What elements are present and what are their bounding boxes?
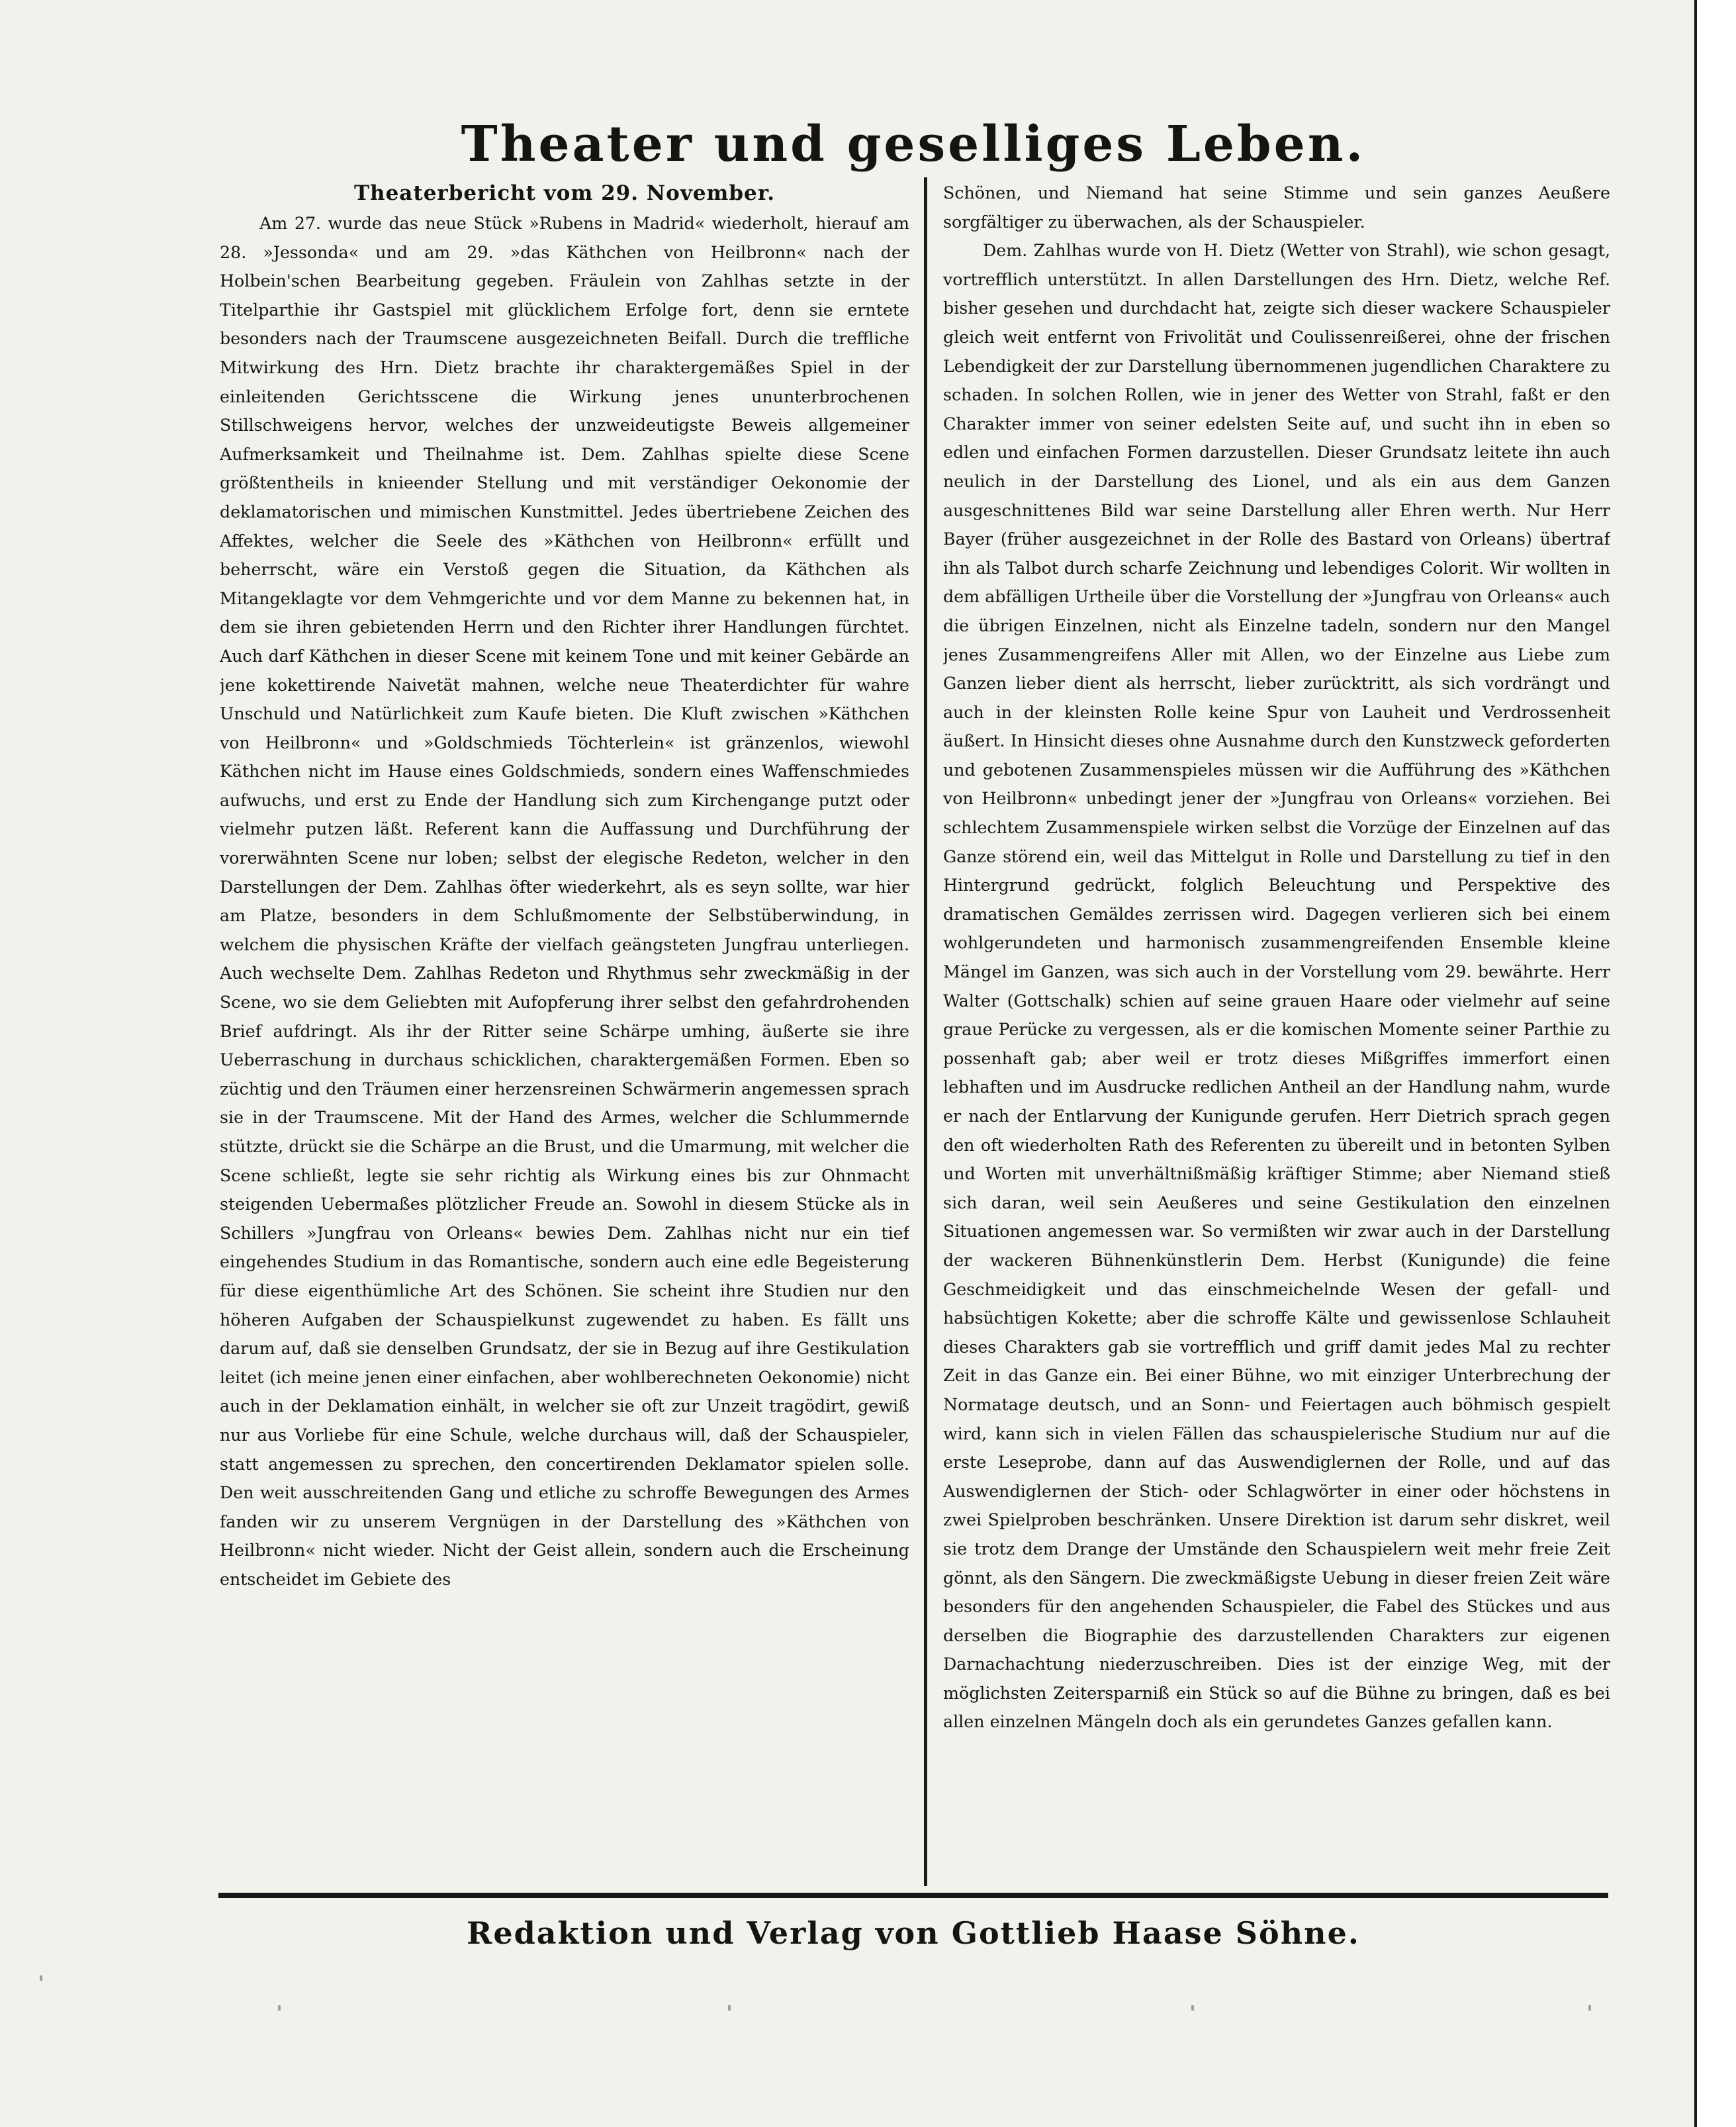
scan-edge [1694,0,1736,2127]
section-masthead: Theater und geselliges Leben. [461,116,1366,173]
article-paragraph-continuation: Schönen, und Niemand hat seine Stimme und sein ganzes Aeußere sorgfältiger zu überwachen, als der Schauspieler. [943,183,1610,232]
print-speck [278,2005,281,2011]
print-speck [40,1975,42,1981]
article-column-left [220,179,909,1879]
article-column-right [943,179,1610,1879]
column-divider [924,177,927,1886]
print-speck [1588,2005,1591,2011]
print-speck [1191,2005,1194,2011]
footer-rule [218,1893,1608,1898]
publisher-imprint: Redaktion und Verlag von Gottlieb Haase Söhne. [467,1915,1360,1951]
print-speck [728,2005,731,2011]
article-paragraph: Am 27. wurde das neue Stück »Rubens in Madrid« wiederholt, hierauf am 28. »Jessonda« und am 29. »das Käthchen von Heilbronn« nach der Holbein'schen Bearbeitung gegeben. Fräulein von Zahlhas setzte in der Titelparthie ihr Gastspiel mit glücklichem Erfolge fort, denn sie erntete besonders nach der Traumscene ausgezeichneten Beifall. Durch die treffliche Mitwirkung des Hrn. Dietz brachte ihr charaktergemäßes Spiel in der einleitenden Gerichtsscene die Wirkung jenes ununterbrochenen Stillschweigens hervor, welches der unzweideutigste Beweis allgemeiner Aufmerksamkeit und Theilnahme ist. Dem. Zahlhas spielte diese Scene größtentheils in knieender Stellung und mit verständiger Oekonomie der deklamatorischen und mimischen Kunstmittel. Jedes übertriebene Zeichen des Affektes, welcher die Seele des »Käthchen von Heilbronn« erfüllt und beherrscht, wäre ein Verstoß gegen die Situation, da Käthchen als Mitangeklagte vor dem Vehmgerichte und vor dem Manne zu bekennen hat, in dem sie ihren gebietenden Herrn und den Richter ihrer Handlungen fürchtet. Auch darf Käthchen in dieser Scene mit keinem Tone und mit keiner Gebärde an jene kokettirende Naivetät mahnen, welche neue Theaterdichter für wahre Unschuld und Natürlichkeit zum Kaufe bieten. Die Kluft zwischen »Käthchen von Heilbronn« und »Goldschmieds Töchterlein« ist gränzenlos, wiewohl Käthchen nicht im Hause eines Goldschmieds, sondern eines Waffenschmiedes aufwuchs, und erst zu Ende der Handlung sich zum Kirchengange putzt oder vielmehr putzen läßt. Referent kann die Auffassung und Durchführung der vorerwähnten Scene nur loben; selbst der elegische Redeton, welcher in den Darstellungen der Dem. Zahlhas öfter wiederkehrt, als es seyn sollte, war hier am Platze, besonders in dem Schlußmomente der Selbstüberwindung, in welchem die physischen Kräfte der vielfach geängsteten Jungfrau unterliegen. Auch wechselte Dem. Zahlhas Redeton und Rhythmus sehr zweckmäßig in der Scene, wo sie dem Geliebten mit Aufopferung ihrer selbst den gefahrdrohenden Brief aufdringt. Als ihr der Ritter seine Schärpe umhing, äußerte sie ihre Ueberraschung in durchaus schicklichen, charaktergemäßen Formen. Eben so züchtig und den Träumen einer herzensreinen Schwärmerin angemessen sprach sie in der Traumscene. Mit der Hand des Armes, welcher die Schlummernde stützte, drückt sie die Schärpe an die Brust, und die Umarmung, mit welcher die Scene schließt, legte sie sehr richtig als Wirkung eines bis zur Ohnmacht steigenden Uebermaßes plötzlicher Freude an. Sowohl in diesem Stücke als in Schillers »Jungfrau von Orleans« bewies Dem. Zahlhas nicht nur ein tief eingehendes Studium in das Romantische, sondern auch eine edle Begeisterung für diese eigenthümliche Art des Schönen. Sie scheint ihre Studien nur den höheren Aufgaben der Schauspielkunst zugewendet zu haben. Es fällt uns darum auf, daß sie denselben Grundsatz, der sie in Bezug auf ihre Gestikulation leitet (ich meine jenen einer einfachen, aber wohlberechneten Oekonomie) nicht auch in der Deklamation einhält, in welcher sie oft zur Unzeit tragödirt, gewiß nur aus Vorliebe für eine Schule, welche durchaus will, daß der Schauspieler, statt angemessen zu sprechen, den concertirenden Deklamator spielen solle. Den weit ausschreitenden Gang und etliche zu schroffe Bewegungen des Armes fanden wir zu unserem Vergnügen in der Darstellung des »Käthchen von Heilbronn« nicht wieder. Nicht der Geist allein, sondern auch die Erscheinung entscheidet im Gebiete des [220,214,909,1589]
article-paragraph: Dem. Zahlhas wurde von H. Dietz (Wetter von Strahl), wie schon gesagt, vortrefflich unterstützt. In allen Darstellungen des Hrn. Dietz, welche Ref. bisher gesehen und durchdacht hat, zeigte sich dieser wackere Schauspieler gleich weit entfernt von Frivolität und Coulissenreißerei, ohne der frischen Lebendigkeit der zur Darstellung übernommenen jugendlichen Charaktere zu schaden. In solchen Rollen, wie in jener des Wetter von Strahl, faßt er den Charakter immer von seiner edelsten Seite auf, und sucht ihn in eben so edlen und einfachen Formen darzustellen. Dieser Grundsatz leitete ihn auch neulich in der Darstellung des Lionel, und als ein aus dem Ganzen ausgeschnittenes Bild war seine Darstellung aller Ehren werth. Nur Herr Bayer (früher ausgezeichnet in der Rolle des Bastard von Orleans) übertraf ihn als Talbot durch scharfe Zeichnung und lebendiges Colorit. Wir wollten in dem abfälligen Urtheile über die Vorstellung der »Jungfrau von Orleans« auch die übrigen Einzelnen, nicht als Einzelne tadeln, sondern nur den Mangel jenes Zusammengreifens Aller mit Allen, wo der Einzelne aus Liebe zum Ganzen lieber dient als herrscht, lieber zurücktritt, als sich vordrängt und auch in der kleinsten Rolle keine Spur von Lauheit und Verdrossenheit äußert. In Hinsicht dieses ohne Ausnahme durch den Kunstzweck geforderten und gebotenen Zusammenspieles müssen wir die Aufführung des »Käthchen von Heilbronn« unbedingt jener der »Jungfrau von Orleans« vorziehen. Bei schlechtem Zusammenspiele wirken selbst die Vorzüge der Einzelnen auf das Ganze störend ein, weil das Mittelgut in Rolle und Darstellung zu tief in den Hintergrund gedrückt, folglich Beleuchtung und Perspektive des dramatischen Gemäldes zerrissen wird. Dagegen verlieren sich bei einem wohlgerundeten und harmonisch zusammengreifenden Ensemble kleine Mängel im Ganzen, was sich auch in der Vorstellung vom 29. bewährte. Herr Walter (Gottschalk) schien auf seine grauen Haare oder vielmehr auf seine graue Perücke zu vergessen, als er die komischen Momente seiner Parthie zu possenhaft gab; aber weil er trotz dieses Mißgriffes immerfort einen lebhaften und im Ausdrucke redlichen Antheil an der Handlung nahm, wurde er nach der Entlarvung der Kunigunde gerufen. Herr Dietrich sprach gegen den oft wiederholten Rath des Referenten zu übereilt und in betonten Sylben und Worten mit unverhältnißmäßig kräftiger Stimme; aber Niemand stieß sich daran, weil sein Aeußeres und seine Gestikulation den einzelnen Situationen angemessen war. So vermißten wir zwar auch in der Darstellung der wackeren Bühnenkünstlerin Dem. Herbst (Kunigunde) die feine Geschmeidigkeit und das einschmeichelnde Wesen der gefall- und habsüchtigen Kokette; aber die schroffe Kälte und gewissenlose Schlauheit dieses Charakters gab sie vortrefflich und griff damit jedes Mal zu rechter Zeit in das Ganze ein. Bei einer Bühne, wo mit einziger Unterbrechung der Normatage deutsch, und an Sonn- und Feiertagen auch böhmisch gespielt wird, kann sich in vielen Fällen das schauspielerische Studium nur auf die erste Leseprobe, dann auf das Auswendiglernen der Rolle, und auf das Auswendiglernen der Stich- oder Schlagwörter in einer oder höchstens in zwei Spielproben beschränken. Unsere Direktion ist darum sehr diskret, weil sie trotz dem Drange der Umstände den Schauspielern weit mehr freie Zeit gönnt, als den Sängern. Die zweckmäßigste Uebung in dieser freien Zeit wäre besonders für den angehenden Schauspieler, die Fabel des Stückes und aus derselben die Biographie des darzustellenden Charakters zur eigenen Darnachachtung niederzuschreiben. Dies ist der einzige Weg, mit der möglichsten Zeitersparniß ein Stück so auf die Bühne zu bringen, daß es bei allen einzelnen Mängeln doch als ein gerundetes Ganzes gefallen kann. [943,241,1610,1732]
article-heading: Theaterbericht vom 29. November. [353,181,776,205]
